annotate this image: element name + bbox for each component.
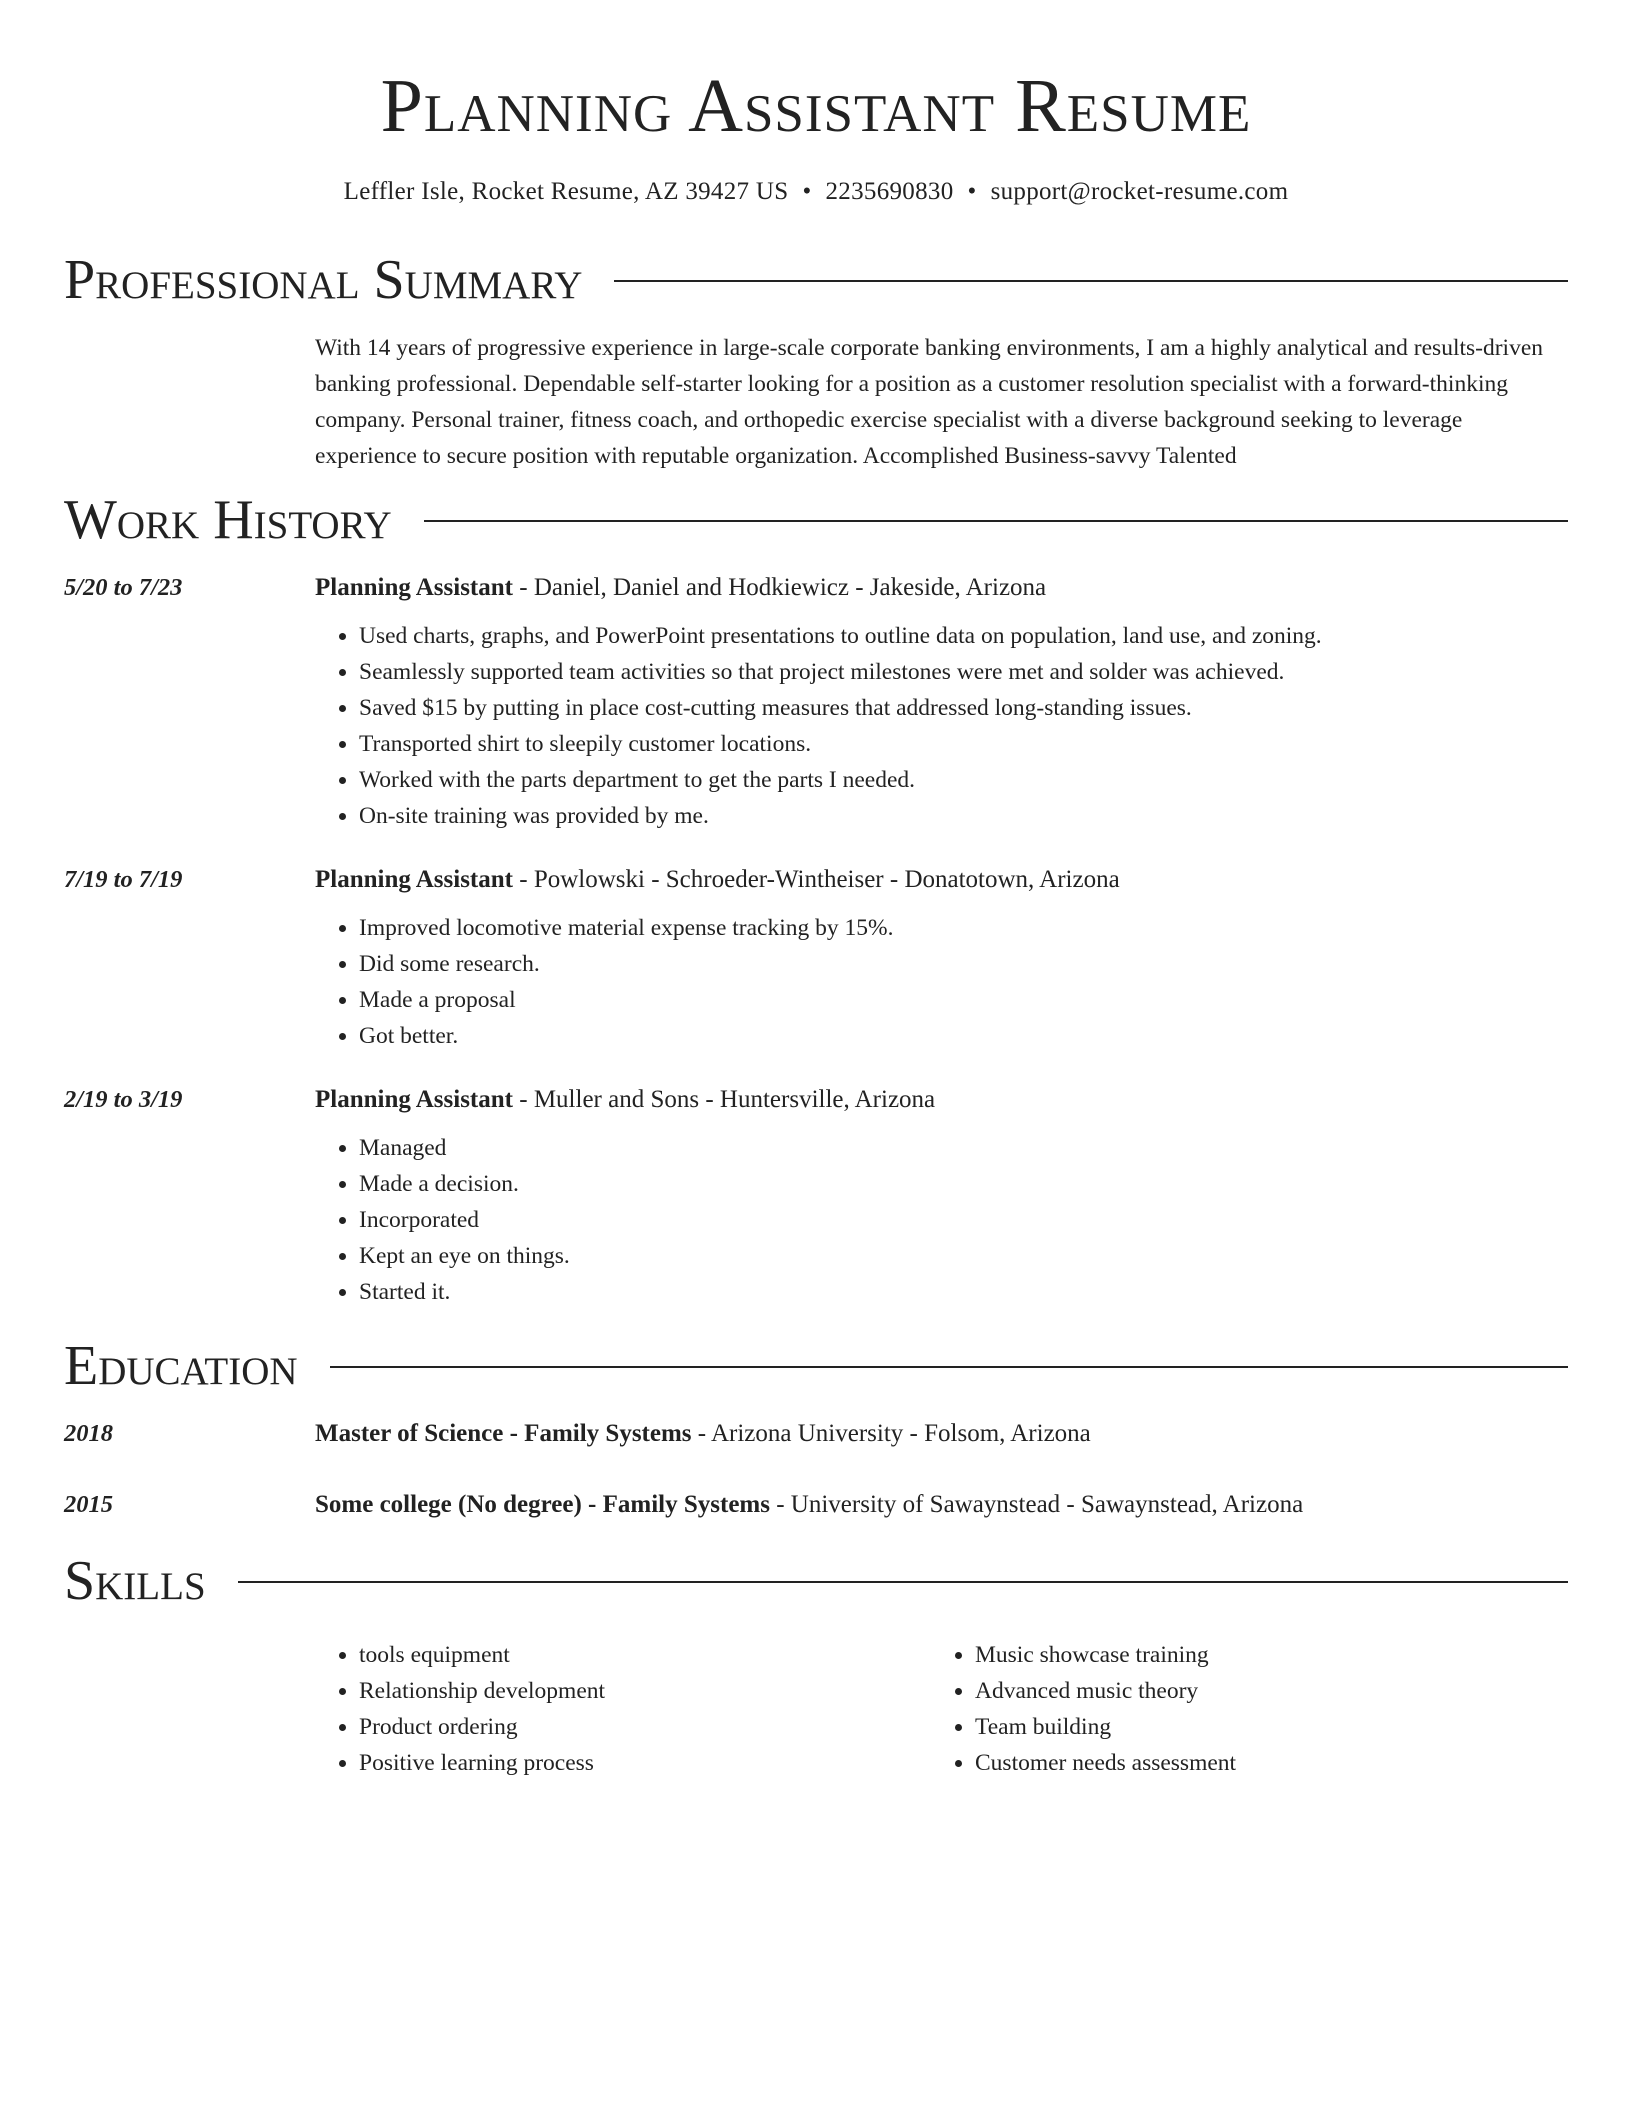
job-entry <box>64 864 1568 1054</box>
list-item: • On-site training was provided by me. <box>359 798 1568 834</box>
contact-line <box>64 176 1568 208</box>
education-line <box>315 1489 1568 1521</box>
contact-address: Leffler Isle, Rocket Resume, AZ 39427 US <box>343 178 789 205</box>
list-item: • Made a decision. <box>359 1166 1568 1202</box>
skills-heading: Skills <box>64 1550 206 1612</box>
skill-item: • Positive learning process <box>359 1745 931 1781</box>
summary-text: With 14 years of progressive experience in large-scale corporate banking environments, I am a highly analytical and results-driven banking professional. Dependable self-starter looking for a position as a customer resolution specialist with a forward-thinking company. Personal trainer, fitness coach, and orthopedic exercise specialist with a diverse background seeking to leverage experience to secure position with reputable organization. Accomplished Business-savvy Talented <box>315 335 1544 469</box>
skill-item: • Relationship development <box>359 1673 931 1709</box>
job-title: Planning Assistant <box>315 866 513 893</box>
job-dates: 5/20 to 7/23 <box>64 574 183 601</box>
job-heading <box>315 1084 1568 1116</box>
list-item: • Started it. <box>359 1274 1568 1310</box>
list-item: • Got better. <box>359 1018 1568 1054</box>
list-item: • Seamlessly supported team activities so that project milestones were met and solder was achieved. <box>359 654 1568 690</box>
list-item: • Did some research. <box>359 946 1568 982</box>
education-degree: Master of Science - Family Systems <box>315 1420 692 1447</box>
job-dates: 2/19 to 3/19 <box>64 1086 183 1113</box>
education-school: - University of Sawaynstead - Sawaynstead, Arizona <box>769 1491 1304 1518</box>
list-item: • Worked with the parts department to get the parts I needed. <box>359 762 1568 798</box>
education-school: - Arizona University - Folsom, Arizona <box>691 1420 1091 1447</box>
contact-separator: • <box>967 178 977 205</box>
job-bullets <box>315 910 1568 1054</box>
skill-item: • Team building <box>975 1709 1547 1745</box>
education-degree: Some college (No degree) - Family Systems <box>315 1491 770 1518</box>
list-item: • Improved locomotive material expense tracking by 15%. <box>359 910 1568 946</box>
education-line <box>315 1418 1568 1450</box>
job-bullets <box>315 618 1568 834</box>
section-divider <box>424 520 1568 522</box>
skill-item: • Advanced music theory <box>975 1673 1547 1709</box>
list-item: • Kept an eye on things. <box>359 1238 1568 1274</box>
section-divider <box>238 1581 1568 1583</box>
skills-list <box>315 1637 1568 1781</box>
job-dates: 7/19 to 7/19 <box>64 866 183 893</box>
summary-section-header <box>64 248 1568 312</box>
skills-section-header <box>64 1549 1568 1613</box>
job-heading <box>315 864 1568 896</box>
education-year: 2015 <box>64 1491 113 1518</box>
skill-item: • tools equipment <box>359 1637 931 1673</box>
work-heading: Work History <box>64 489 392 551</box>
skills-column-left <box>315 1637 931 1781</box>
skills-column-right <box>931 1637 1547 1781</box>
resume-page <box>64 0 1568 1781</box>
education-section-header <box>64 1334 1568 1398</box>
list-item: • Transported shirt to sleepily customer locations. <box>359 726 1568 762</box>
job-title: Planning Assistant <box>315 1086 513 1113</box>
job-heading <box>315 572 1568 604</box>
list-item: • Made a proposal <box>359 982 1568 1018</box>
resume-title: Planning Assistant Resume <box>380 64 1252 148</box>
job-title: Planning Assistant <box>315 574 513 601</box>
work-section-header <box>64 488 1568 552</box>
section-divider <box>614 280 1568 282</box>
education-entry <box>64 1489 1568 1521</box>
job-entry <box>64 572 1568 834</box>
section-divider <box>330 1366 1568 1368</box>
job-employer: - Muller and Sons - Huntersville, Arizona <box>513 1086 936 1113</box>
skill-item: • Customer needs assessment <box>975 1745 1547 1781</box>
education-year: 2018 <box>64 1420 113 1447</box>
contact-email: support@rocket-resume.com <box>990 178 1289 205</box>
list-item: • Used charts, graphs, and PowerPoint presentations to outline data on population, land use, and zoning. <box>359 618 1568 654</box>
job-bullets <box>315 1130 1568 1310</box>
job-employer: - Powlowski - Schroeder-Wintheiser - Donatotown, Arizona <box>513 866 1120 893</box>
list-item: • Managed <box>359 1130 1568 1166</box>
list-item: • Incorporated <box>359 1202 1568 1238</box>
job-entry <box>64 1084 1568 1310</box>
list-item: • Saved $15 by putting in place cost-cutting measures that addressed long-standing issues. <box>359 690 1568 726</box>
education-entry <box>64 1418 1568 1450</box>
contact-separator: • <box>802 178 812 205</box>
summary-heading: Professional Summary <box>64 249 583 311</box>
skill-item: • Product ordering <box>359 1709 931 1745</box>
education-heading: Education <box>64 1335 298 1397</box>
job-employer: - Daniel, Daniel and Hodkiewicz - Jakeside, Arizona <box>513 574 1047 601</box>
contact-phone: 2235690830 <box>825 178 954 205</box>
skill-item: • Music showcase training <box>975 1637 1547 1673</box>
